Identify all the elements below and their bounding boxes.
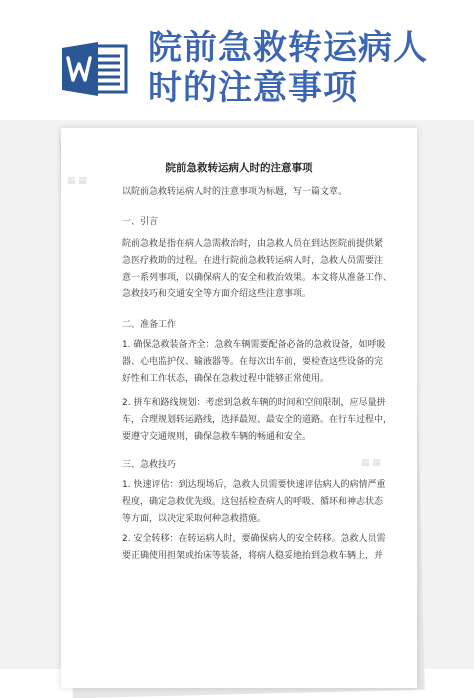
doc-line: 一、引言 <box>122 217 159 227</box>
doc-line: 院前急救是指在病人急需救治时，由急救人员在到达医院前提供紧 <box>122 239 384 249</box>
doc-line: 以院前急救转运病人时的注意事项为标题，写一篇文章。 <box>122 187 348 197</box>
doc-line: 三、急救技巧 <box>122 460 177 470</box>
doc-line: 等方面，以决定采取何种急救措施。 <box>122 514 267 524</box>
banner-title-line-2: 时的注意事项 <box>148 68 358 108</box>
document-page <box>61 128 417 688</box>
doc-line: 急医疗救助的过程。在进行院前急救转运病人时，急救人员需要注 <box>122 256 384 266</box>
doc-line: 器、心电监护仪、输液器等。在每次出车前，要检查这些设备的完 <box>122 357 384 367</box>
watermark: ▦ ▦ <box>67 176 87 186</box>
doc-line: 1. 快速评估：到达现场后，急救人员需要快速评估病人的病情严重 <box>122 480 386 490</box>
doc-line: 急救技巧和交通安全等方面介绍这些注意事项。 <box>122 289 312 299</box>
doc-line: 要正确使用担架或抬床等装备，将病人稳妥地抬到急救车辆上，并 <box>122 551 384 561</box>
doc-line: 要遵守交通规则，确保急救车辆的畅通和安全。 <box>122 432 312 442</box>
doc-line: 二、准备工作 <box>122 320 177 330</box>
banner-title-line-1: 院前急救转运病人 <box>148 28 428 68</box>
document-title: 院前急救转运病人时的注意事项 <box>165 162 313 174</box>
watermark: ▦ ▦ <box>361 458 381 468</box>
doc-line: 车，合理规划转运路线，选择最短、最安全的道路。在行车过程中， <box>122 415 393 425</box>
doc-line: 2. 拼车和路线规划：考虑到急救车辆的时间和空间限制，应尽量拼 <box>122 398 386 408</box>
doc-line: 2. 安全转移：在转运病人时，要确保病人的安全转移。急救人员需 <box>122 534 386 544</box>
doc-line: 1. 确保急救装备齐全：急救车辆需要配备必备的急救设备，如呼吸 <box>122 340 386 350</box>
word-document-icon <box>62 40 128 98</box>
doc-line: 意一系列事项，以确保病人的安全和救治效果。本文将从准备工作、 <box>122 273 393 283</box>
banner <box>0 0 474 120</box>
doc-line: 程度，确定急救优先级。这包括检查病人的呼吸、循环和神志状态 <box>122 497 384 507</box>
doc-line: 好性和工作状态，确保在急救过程中能够正常使用。 <box>122 374 330 384</box>
banner-title <box>148 28 468 108</box>
